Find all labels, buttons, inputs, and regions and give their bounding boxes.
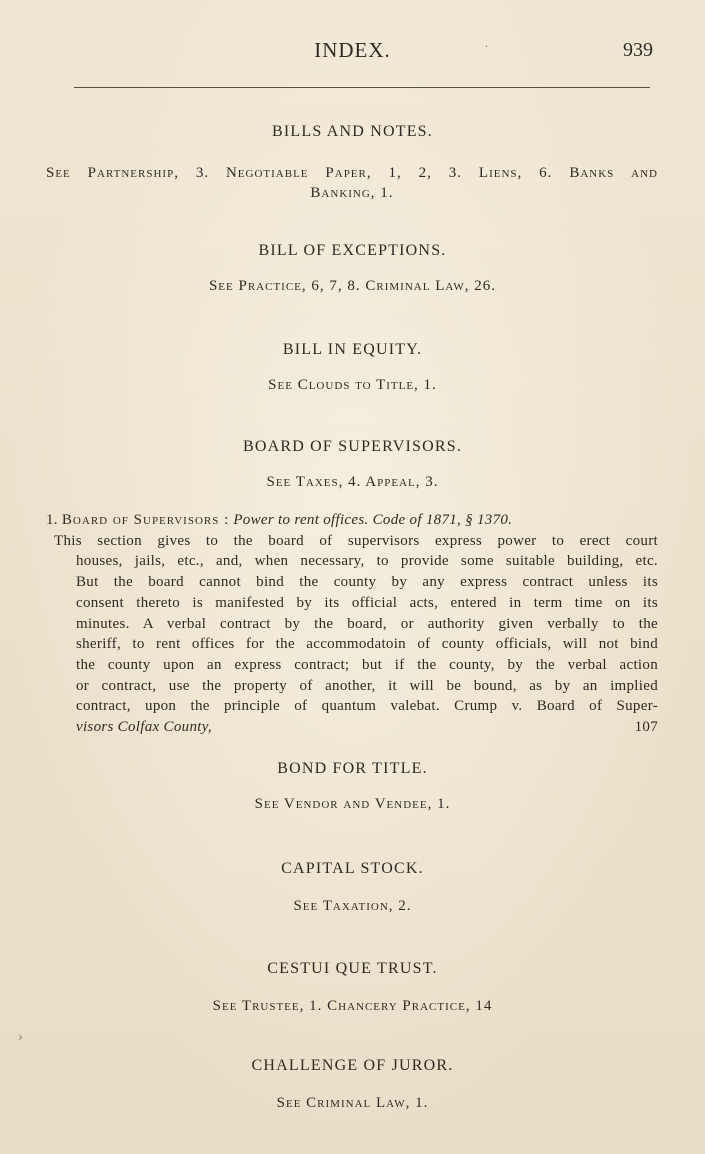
see-line-2: Banking, 1. [310, 185, 394, 201]
entry-line: minutes. A verbal contract by the board, or authority given verbally to the [76, 615, 658, 632]
entry-number: 1. [46, 512, 58, 528]
entry-line: This section gives to the board of supervisors express power to erect court [54, 532, 658, 549]
entry-last-line [54, 717, 658, 738]
see-bill-in-equity: See Clouds to Title, 1. [268, 377, 437, 393]
entry-line: sheriff, to rent offices for the accommodatoin of county officials, will not bind [76, 636, 658, 653]
entry-line: or contract, use the property of another, it will be bound, as by an implied [76, 677, 658, 694]
running-title: INDEX. [314, 38, 391, 62]
entry-line: But the board cannot bind the county by any express contract unless its [76, 574, 658, 591]
see-bills-and-notes [46, 163, 658, 203]
see-bill-of-exceptions: See Practice, 6, 7, 8. Criminal Law, 26. [208, 278, 497, 294]
entry-board-of-supervisors [46, 510, 658, 738]
entry-body [54, 531, 658, 717]
margin-mark: › [18, 1030, 23, 1044]
heading-board-of-supervisors: BOARD OF SUPERVISORS. [242, 438, 463, 455]
heading-bills-and-notes: BILLS AND NOTES. [272, 123, 433, 140]
entry-head [46, 510, 658, 531]
see-capital-stock: See Taxation, 2. [293, 898, 412, 914]
see-challenge-of-juror: See Criminal Law, 1. [276, 1095, 429, 1111]
see-cestui-que-trust: See Trustee, 1. Chancery Practice, 14 [212, 998, 493, 1014]
entry-title: Board of Supervisors : [61, 512, 230, 528]
heading-cestui-que-trust: CESTUI QUE TRUST. [267, 960, 438, 977]
entry-code: Code of 1871, § 1370. [372, 512, 513, 528]
header-rule [74, 87, 650, 88]
entry-line: contract, upon the principle of quantum valebat. Crump v. Board of Super- [76, 698, 658, 715]
entry-subject: Power to rent offices. [233, 512, 369, 528]
heading-capital-stock: CAPITAL STOCK. [281, 860, 424, 877]
see-line-1: See Partnership, 3. Negotiable Paper, 1, 2, 3. Liens, 6. Banks and [46, 165, 658, 181]
heading-bill-in-equity: BILL IN EQUITY. [282, 341, 423, 358]
see-bond-for-title: See Vendor and Vendee, 1. [254, 796, 451, 812]
heading-bond-for-title: BOND FOR TITLE. [277, 760, 428, 777]
entry-page-ref: 107 [634, 719, 658, 736]
page-number: 939 [623, 39, 653, 61]
page-header [0, 38, 705, 68]
heading-challenge-of-juror: CHALLENGE OF JUROR. [251, 1057, 454, 1074]
see-board-of-supervisors: See Taxes, 4. Appeal, 3. [266, 474, 439, 490]
entry-line: the county upon an express contract; but if the county, by the verbal action [76, 656, 658, 673]
entry-case-tail: visors Colfax County, [76, 719, 212, 736]
entry-line: houses, jails, etc., and, when necessary, to provide some suitable building, etc. [76, 553, 658, 570]
print-speck: · [485, 42, 489, 53]
entry-line: consent thereto is manifested by its official acts, entered in term time on its [76, 594, 658, 611]
heading-bill-of-exceptions: BILL OF EXCEPTIONS. [258, 242, 447, 259]
